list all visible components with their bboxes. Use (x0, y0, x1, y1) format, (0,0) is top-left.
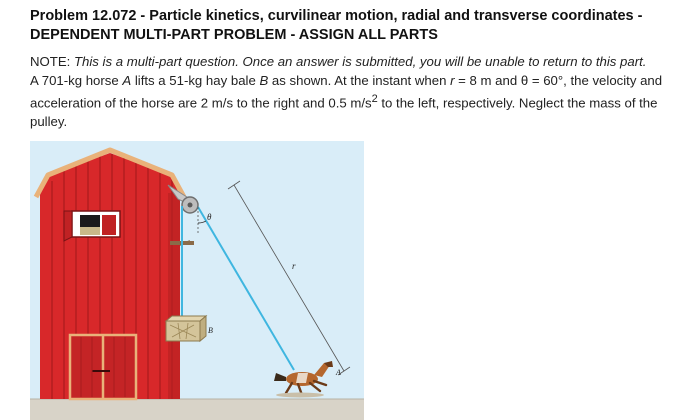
hay-bale (166, 316, 206, 341)
problem-title-line1: Problem 12.072 - Particle kinetics, curvilinear motion, radial and transverse coordinates - (30, 8, 643, 24)
statement-text: to the left, respectively. Neglect the mass of the pulley. (30, 95, 658, 130)
problem-title (30, 7, 680, 45)
statement-text: as shown. At the instant when (268, 73, 451, 88)
note-label: NOTE: (30, 54, 71, 69)
problem-statement (30, 52, 680, 131)
superscript: 2 (371, 93, 378, 105)
note-warning-text: This is a multi-part question. Once an answer is submitted, you will be unable to return to this part. (73, 54, 647, 69)
statement-text: = 8 m and θ = 60°, the velocity and acceleration of the horse are 2 m/s to the right and 0.5 m/s (30, 73, 663, 111)
problem-figure (30, 141, 364, 420)
horse-label: A (336, 368, 341, 377)
r-variable: r (450, 73, 455, 88)
r-label: r (292, 261, 296, 271)
problem-title-line2: DEPENDENT MULTI-PART PROBLEM - ASSIGN ALL PARTS (30, 27, 438, 43)
bale-variable: B (259, 73, 269, 88)
statement-text: A 701-kg horse (30, 73, 123, 88)
statement-text: lifts a 51-kg hay bale (131, 73, 260, 88)
horse-variable: A (122, 73, 132, 88)
barn (36, 150, 184, 399)
bale-label: B (208, 326, 213, 335)
theta-label: θ (207, 212, 212, 222)
ground (30, 399, 364, 420)
